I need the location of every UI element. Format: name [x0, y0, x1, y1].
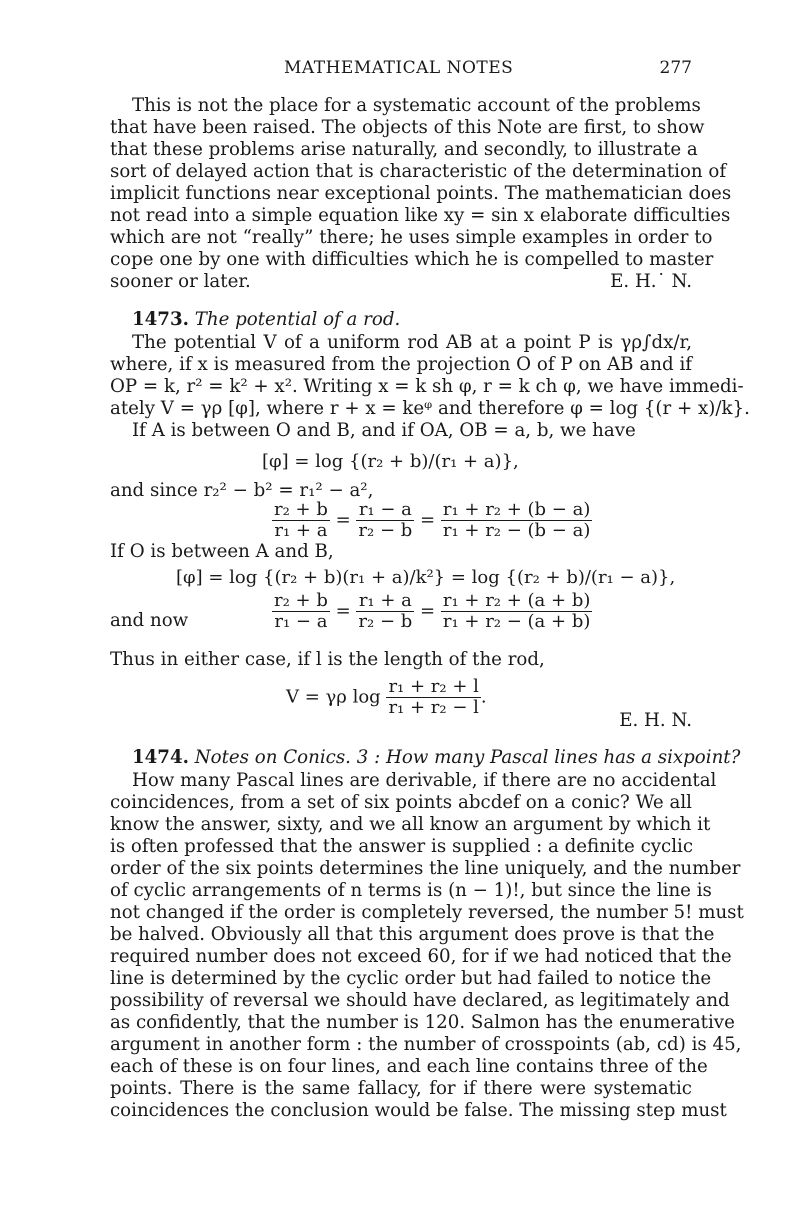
text-line: which are not “really” there; he uses simple examples in order to — [110, 227, 713, 248]
note-title: Notes on Conics. 3 : How many Pascal lines has a sixpoint? — [194, 747, 741, 768]
text-line: If O is between A and B, — [110, 541, 334, 562]
note-heading — [132, 309, 692, 331]
fraction: $\frac{\text{r₂ + b}}{\text{r₁ + a}}$ — [274, 499, 328, 541]
text-line: sooner or later. — [110, 271, 251, 292]
text-line: sort of delayed action that is characteristic of the determination of — [110, 161, 727, 182]
text-line: coincidences, from a set of six points abcdef on a conic? We all — [110, 792, 692, 813]
text-line: Thus in either case, if l is the length of the rod, — [110, 649, 545, 670]
text-line: that have been raised. The objects of this Note are first, to show — [110, 117, 705, 138]
note-title: The potential of a rod. — [194, 309, 401, 330]
text-line: OP = k, r² = k² + x². Writing x = k sh φ, r = k ch φ, we have immedi- — [110, 376, 744, 397]
note-heading — [132, 747, 741, 769]
text-line: as confidently, that the number is 120. Salmon has the enumerative — [110, 1012, 735, 1033]
note-number: 1473. — [132, 309, 189, 330]
text-line: not changed if the order is completely reversed, the number 5! must — [110, 902, 744, 923]
text-line: ately V = γρ [φ], where r + x = keᵠ and therefore φ = log {(r + x)/k}. — [110, 398, 750, 419]
text-line: where, if x is measured from the projection O of P on AB and if — [110, 354, 692, 375]
note-number: 1474. — [132, 747, 189, 768]
text-line: be halved. Obviously all that this argument does prove is that the — [110, 924, 715, 945]
text-line: points. There is the same fallacy, for if there were systematic — [110, 1078, 692, 1099]
running-title: MATHEMATICAL NOTES — [284, 58, 514, 78]
text-line: If A is between O and B, and if OA, OB = a, b, we have — [132, 420, 636, 441]
text-line: The potential V of a uniform rod AB at a point P is γρ∫dx/r, — [132, 332, 692, 353]
page-number: 277 — [659, 58, 692, 78]
equation-3: [φ] = log {(r₂ + b)(r₁ + a)/k²} = log {(r₂ + b)/(r₁ − a)}, — [176, 567, 676, 588]
fraction: $\frac{\text{r₁ + r₂ + (b − a)}}{\text{r₁ + r₂ − (b − a)}}$ — [442, 499, 591, 541]
text-line: not read into a simple equation like xy = sin x elaborate difficulties — [110, 205, 731, 226]
text-line: coincidences the conclusion would be false. The missing step must — [110, 1100, 727, 1121]
fraction: $\frac{\text{r₁ + a}}{\text{r₂ − b}}$ — [358, 590, 413, 632]
equation-1: [φ] = log {(r₂ + b)/(r₁ + a)}, — [262, 451, 519, 472]
author-signature: E. H. N. — [619, 710, 692, 731]
text-line: line is determined by the cyclic order but had failed to notice the — [110, 968, 712, 989]
text-line: cope one by one with difficulties which he is compelled to master — [110, 249, 714, 270]
text-line: order of the six points determines the line uniquely, and the number — [110, 858, 741, 879]
text-line: required number does not exceed 60, for if we had noticed that the — [110, 946, 732, 967]
fraction: $\frac{\text{r₂ + b}}{\text{r₁ − a}}$ — [274, 590, 328, 632]
text-line: each of these is on four lines, and each line contains three of the — [110, 1056, 708, 1077]
fraction: $\frac{\text{r₁ + r₂ + l}}{\text{r₁ + r₂ − l}}$ — [388, 676, 479, 718]
text-line: and since r₂² − b² = r₁² − a², — [110, 480, 374, 501]
author-signature: E. H.˙ N. — [610, 271, 692, 292]
equation-5: V = γρ log $\frac{\text{r₁ + r₂ + l}}{\text{r₁ + r₂ − l}}$ . — [286, 676, 487, 718]
text-line: is often professed that the answer is supplied : a definite cyclic — [110, 836, 694, 857]
text-line: that these problems arise naturally, and secondly, to illustrate a — [110, 139, 698, 160]
text-line: implicit functions near exceptional points. The mathematician does — [110, 183, 732, 204]
text-line: and now — [110, 610, 189, 631]
text-line: possibility of reversal we should have declared, as legitimately and — [110, 990, 730, 1011]
text-line: know the answer, sixty, and we all know an argument by which it — [110, 814, 711, 835]
equation-4: $\frac{\text{r₂ + b}}{\text{r₁ − a}}$ = $\frac{\text{r₁ + a}}{\text{r₂ − b}}$ = $\frac{\text{r₁ + r₂ + (a + b)}}{\text{r₁ + r₂ − (a + b)}}$ — [274, 590, 591, 632]
text-line: How many Pascal lines are derivable, if there are no accidental — [132, 770, 717, 791]
text-line: of cyclic arrangements of n terms is (n − 1)!, but since the line is — [110, 880, 712, 901]
fraction: $\frac{\text{r₁ − a}}{\text{r₂ − b}}$ — [358, 499, 413, 541]
equation-2: $\frac{\text{r₂ + b}}{\text{r₁ + a}}$ = $\frac{\text{r₁ − a}}{\text{r₂ − b}}$ = $\frac{\text{r₁ + r₂ + (b − a)}}{\text{r₁ + r₂ − (b − a)}}$ — [274, 499, 591, 541]
fraction: $\frac{\text{r₁ + r₂ + (a + b)}}{\text{r₁ + r₂ − (a + b)}}$ — [442, 590, 591, 632]
text-line: This is not the place for a systematic account of the problems — [132, 95, 701, 116]
text-line: argument in another form : the number of crosspoints (ab, cd) is 45, — [110, 1034, 742, 1055]
